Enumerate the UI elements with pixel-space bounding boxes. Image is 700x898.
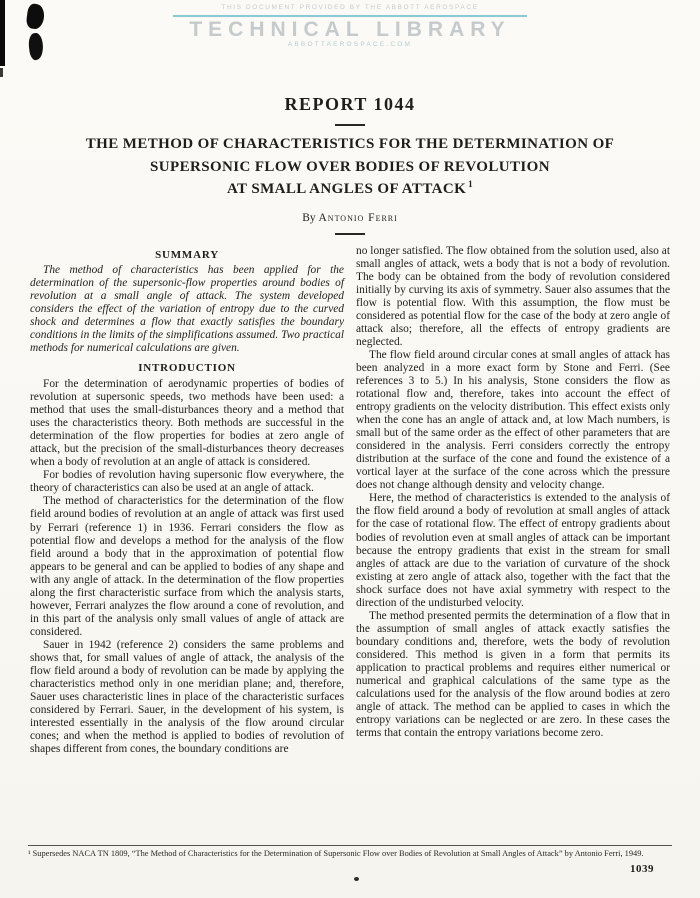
watermark-provided-by-text: THIS DOCUMENT PROVIDED BY THE ABBOTT AEROSPACE bbox=[221, 4, 479, 11]
left-column bbox=[30, 245, 344, 757]
scan-artifact-edge-bar bbox=[0, 0, 5, 66]
watermark-site-text: ABBOTTAEROSPACE.COM bbox=[287, 40, 413, 48]
title-line: AT SMALL ANGLES OF ATTACK bbox=[226, 181, 467, 197]
technical-library-logo: TECHNICAL LIBRARY bbox=[173, 15, 526, 40]
paragraph: Sauer in 1942 (reference 2) considers the same problems and shows that, for small values of angle of attack, the analysis of the flow field around a body of revolution can be made by applying the characteristics method only in one meridian plane; and, therefore, Sauer uses characteristic lines in place of the characteristic surfaces considered by Ferrari. Sauer, in the development of his system, is interested essentially in the analysis of the flow around circular cones; and when the method is applied to bodies of revolution of shapes different from cones, the boundary conditions are bbox=[30, 638, 344, 756]
byline-prefix: By bbox=[302, 211, 316, 224]
divider-rule bbox=[335, 124, 365, 126]
report-number: REPORT 1044 bbox=[284, 94, 416, 114]
report-title bbox=[0, 133, 700, 201]
footnote-rule bbox=[28, 845, 672, 846]
paragraph: no longer satisfied. The flow obtained from the solution used, also at small angles of attack, wets a body that is not a body of revolution. The body can be obtained from the body of revolution considered initially by curving its axis of symmetry. Sauer also assumes that the flow is potential flow. With this assumption, the flow must be considered as potential flow for the case of the body at zero angle of attack also; therefore, all the effects of entropy gradients are neglected. bbox=[356, 244, 670, 348]
title-line: THE METHOD OF CHARACTERISTICS FOR THE DETERMINATION OF bbox=[85, 136, 615, 152]
paragraph: The flow field around circular cones at small angles of attack has been analyzed in a more exact form by Stone and Ferri. (See references 3 to 5.) In his analysis, Stone considers the flow as rotational flow and, therefore, takes into account the effect of entropy gradients on the velocity distribution. This effect exists only when the cone has an angle of attack and, at low Mach numbers, is small but of the same order as the effect of other parameters that are considered in the analysis. Ferri considers correctly the entropy distribution at the surface of the cone and found the existence of a vortical layer at the surface of the cone across which the pressure does not change although density and velocity change. bbox=[356, 348, 670, 492]
page-number: 1039 bbox=[630, 863, 654, 875]
paragraph: The method of characteristics for the determination of the flow field around bodies of revolution at an angle of attack was first used by Ferrari (reference 1) in 1936. Ferrari considers the flow as potential flow and develops a method for the analysis of the flow field around a body that in the approximation of potential flow appears to be general and can be applied to bodies of any shape and with any angle of attack. In the determination of the flow properties along the first characteristic surface from which the analysis starts, however, Ferrari analyzes the flow around a cone of revolution, and in this part of the analysis only small values of angle of attack are considered. bbox=[30, 495, 344, 638]
introduction-heading: INTRODUCTION bbox=[138, 362, 236, 375]
page-footer bbox=[0, 845, 700, 875]
article-body bbox=[0, 245, 700, 757]
author-name: Antonio Ferri bbox=[318, 211, 398, 224]
scan-artifact-edge-mark bbox=[0, 68, 3, 77]
divider-rule bbox=[335, 233, 365, 235]
title-line: SUPERSONIC FLOW OVER BODIES OF REVOLUTION bbox=[150, 158, 550, 175]
title-footnote-mark: 1 bbox=[468, 179, 474, 189]
right-column bbox=[356, 245, 670, 757]
summary-heading: SUMMARY bbox=[155, 248, 219, 261]
paragraph: The method presented permits the determination of a flow that in the assumption of small angles of attack exactly satisfies the boundary conditions and, therefore, wets the body of revolution considered. This method is given in a form that permits its application to practical problems and requires either numerical or numerical and graphical calculations of the same type as the calculations used for the analysis of the flow around bodies at zero angle of attack. The method can be applied to cases in which the entropy variations can be neglected or are zero. In these cases the terms that contain the entropy variations become zero. bbox=[356, 609, 670, 740]
scan-artifact-dot bbox=[354, 877, 359, 881]
summary-paragraph: The method of characteristics has been applied for the determination of the supersonic-flow properties around bodies of revolution at a small angle of attack. The system developed considers the effect of the variation of entropy due to the curved shock and determines a flow that exactly satisfies the boundary conditions in the limits of the simplifications assumed. Two practical methods for numerical calculations are given. bbox=[30, 264, 344, 355]
footnote: ¹ Supersedes NACA TN 1809, “The Method of Characteristics for the Determination of Supersonic Flow over Bodies of Revolution at Small Angles of Attack” by Antonio Ferri, 1949. bbox=[28, 849, 644, 858]
paragraph: For bodies of revolution having supersonic flow everywhere, the theory of characteristics can also be used at an angle of attack. bbox=[30, 469, 344, 495]
paragraph: Here, the method of characteristics is extended to the analysis of the flow field around a body of revolution at small angles of attack for the case of rotational flow. The effect of entropy gradients about bodies of revolution even at small angles of attack can be important because the entropy gradients that exist in the stream for small angles of attack are due to the variation of curvature of the shock existing at zero angle of attack also, together with the fact that the shock surface does not have axial symmetry with respect to the direction of the undisturbed velocity. bbox=[356, 492, 670, 609]
library-watermark bbox=[0, 0, 700, 48]
paragraph: For the determination of aerodynamic properties of bodies of revolution at supersonic speeds, two methods have been used: a method that uses the small-disturbances theory and a method that uses the characteristics theory. Both methods are successful in the determination of the flow properties for bodies at zero angle of attack, but the precision of the small-disturbances theory decreases when a body of revolution at an angle of attack is considered. bbox=[30, 378, 344, 469]
byline bbox=[0, 212, 700, 224]
